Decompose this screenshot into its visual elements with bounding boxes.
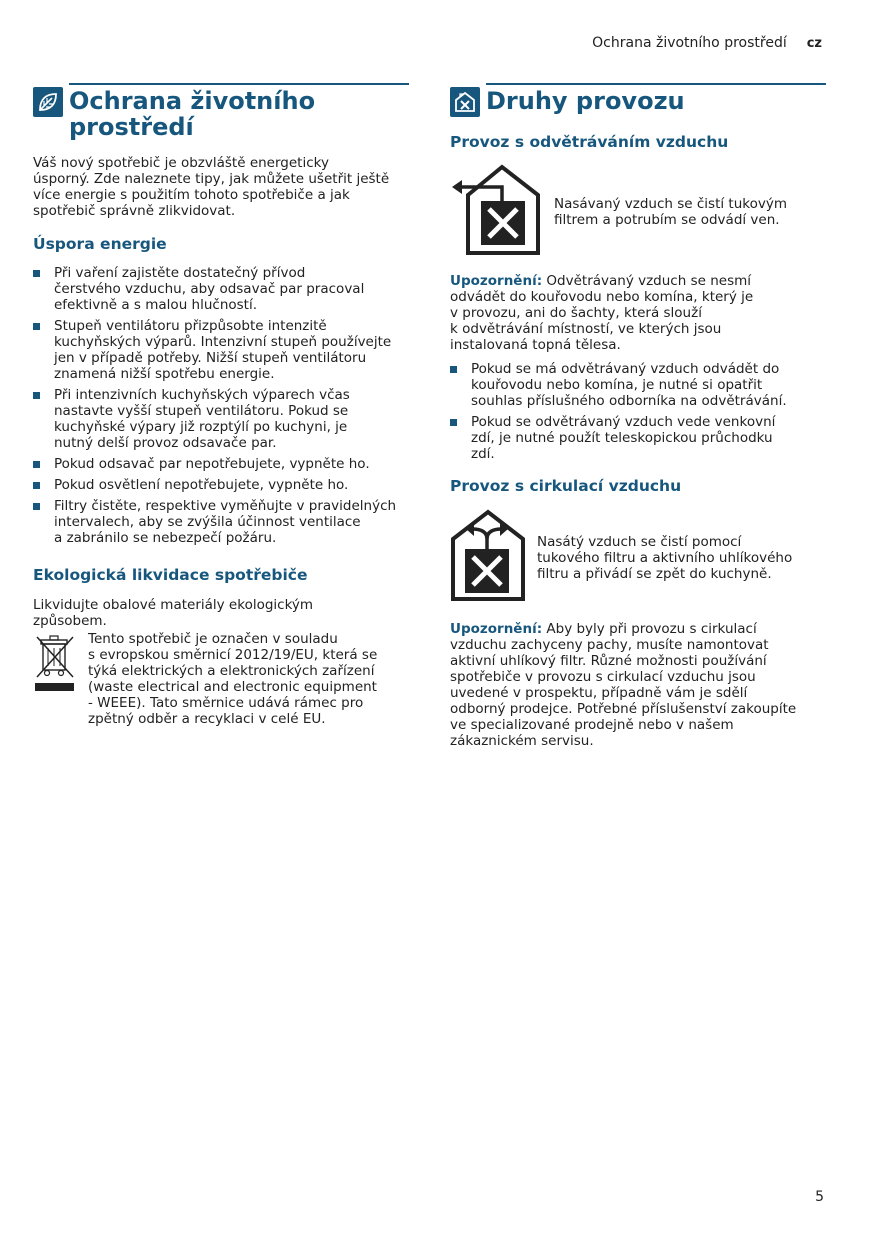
list-item: Stupeň ventilátoru přizpůsobte intenzitě kuchyňských výparů. Intenzivní stupeň používejte jen v případě potřeby. Nižší stupeň ventilátoru znamená nižší spotřebu energie. <box>33 318 409 382</box>
disposal-text: Likvidujte obalové materiály ekologickým způsobem. <box>33 597 314 629</box>
recirculation-heading: Provoz s cirkulací vzduchu <box>450 477 682 495</box>
list-item: Pokud odsavač par nepotřebujete, vypněte ho. <box>33 456 409 472</box>
language-code: cz <box>806 36 822 51</box>
running-header <box>592 35 822 51</box>
recirculation-mode <box>450 509 826 607</box>
leaf-icon <box>33 87 63 117</box>
section-title: Druhy provozu <box>486 87 685 115</box>
page-number: 5 <box>815 1189 824 1205</box>
exhaust-mode-icon <box>450 163 542 261</box>
intro-text: Váš nový spotřebič je obzvláště energeticky úsporný. Zde naleznete tipy, jak můžete ušetřit ještě více energie s použitím tohoto spotřebiče a jak spotřebič správně zlikvidovat. <box>33 155 390 219</box>
list-item: Filtry čistěte, respektive vyměňujte v pravidelných intervalech, aby se zvýšila účinnost ventilace a zabránilo se nebezpečí požáru. <box>33 498 409 546</box>
energy-tips-list <box>33 265 409 546</box>
list-item: Pokud se má odvětrávaný vzduch odvádět do kouřovodu nebo komína, je nutné si opatřit souhlas příslušného odborníka na odvětrávání. <box>450 361 826 409</box>
exhaust-warnings-list <box>450 361 826 462</box>
exhaust-description: Nasávaný vzduch se čistí tukovým filtrem a potrubím se odvádí ven. <box>554 196 787 228</box>
page-title: Ochrana životního prostředí <box>69 87 316 141</box>
weee-text: Tento spotřebič je označen v souladu s evropskou směrnicí 2012/19/EU, která se týká elektrických a elektronických zařízení (waste electrical and electronic equipment - WEEE). Tato směrnice udává rámec pro zpětný odběr a recyklaci v celé EU. <box>88 631 378 727</box>
recirculation-description: Nasátý vzduch se čistí pomocí tukového filtru a aktivního uhlíkového filtru a přivádí se zpět do kuchyně. <box>537 534 793 582</box>
weee-block <box>33 631 409 727</box>
list-item: Při vaření zajistěte dostatečný přívod čerstvého vzduchu, aby odsavač par pracoval efektivně a s malou hlučností. <box>33 265 409 313</box>
note-label: Upozornění: <box>450 621 543 637</box>
header-section: Ochrana životního prostředí <box>592 35 787 51</box>
house-icon <box>450 87 480 117</box>
energy-saving-heading: Úspora energie <box>33 235 167 253</box>
operating-modes-column <box>450 83 826 749</box>
environment-heading <box>33 83 409 140</box>
environment-column <box>33 83 409 727</box>
list-item: Pokud se odvětrávaný vzduch vede venkovní zdí, je nutné použít teleskopickou průchodku zdí. <box>450 414 826 462</box>
disposal-heading: Ekologická likvidace spotřebiče <box>33 566 308 584</box>
crossed-bin-icon <box>33 631 79 727</box>
exhaust-heading: Provoz s odvětráváním vzduchu <box>450 133 729 151</box>
note-label: Upozornění: <box>450 273 543 289</box>
recirculation-mode-icon <box>450 509 526 607</box>
recirculation-note: Upozornění: Aby byly při provozu s cirkulací vzduchu zachyceny pachy, musíte namontovat aktivní uhlíkový filtr. Různé možnosti používání spotřebiče v provozu s cirkulací vzduchu jsou uvedené v prospektu, případně vám je sdělí odborný prodejce. Potřebné příslušenství zakoupíte ve specializované prodejně nebo v našem zákaznickém servisu. <box>450 621 797 749</box>
exhaust-mode <box>450 163 826 261</box>
list-item: Při intenzivních kuchyňských výparech včas nastavte vyšší stupeň ventilátoru. Pokud se kuchyňské výpary již rozptýlí po kuchyni, je nutný delší provoz odsavače par. <box>33 387 409 451</box>
list-item: Pokud osvětlení nepotřebujete, vypněte ho. <box>33 477 409 493</box>
exhaust-note: Upozornění: Odvětrávaný vzduch se nesmí odvádět do kouřovodu nebo komína, který je v provozu, ani do šachty, která slouží k odvětrávání místností, ve kterých jsou instalovaná topná tělesa. <box>450 273 754 353</box>
operating-modes-heading <box>450 83 826 117</box>
